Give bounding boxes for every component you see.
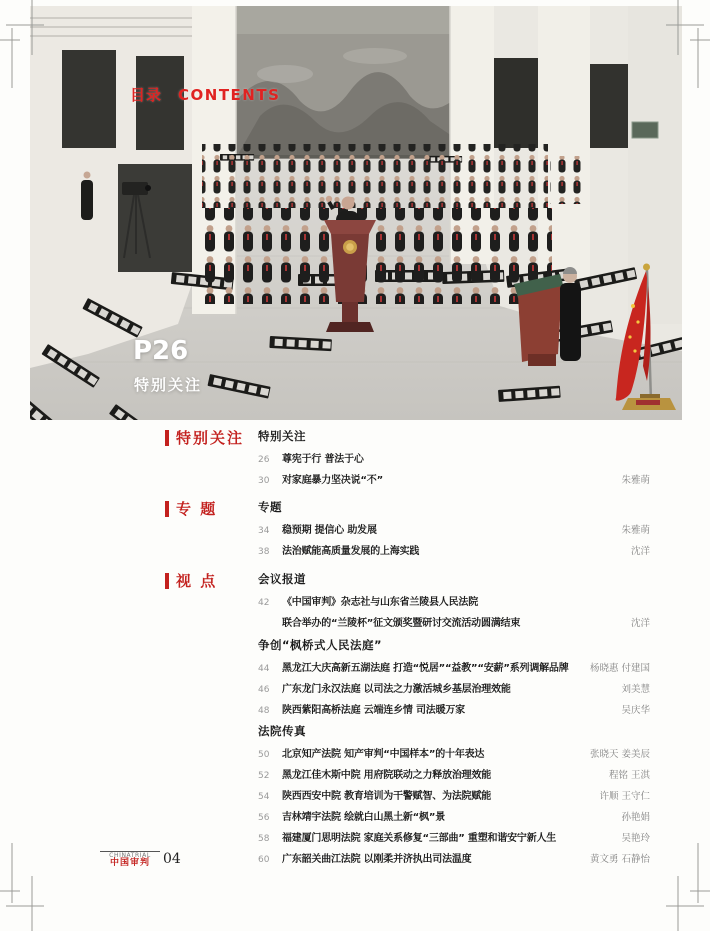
- toc-group-topic: [150, 497, 650, 562]
- toc-item: 30 对家庭暴力坚决说“不” 朱雅萌: [258, 475, 650, 486]
- folio-page-number: 04: [163, 851, 181, 867]
- toc-item: 38 法治赋能高质量发展的上海实践 沈洋: [258, 546, 650, 557]
- cover-photo: [30, 6, 682, 420]
- table-of-contents: [150, 426, 650, 877]
- side-label-topic: 专 题: [165, 498, 217, 519]
- crowd-of-judges: [196, 144, 584, 304]
- page-footer: [100, 851, 181, 868]
- toc-item: 48 陕西紫阳高桥法庭 云端连乡情 司法暖万家 吴庆华: [258, 705, 650, 716]
- toc-group-fengqiao: [150, 635, 650, 721]
- group-header: 法院传真: [258, 724, 306, 738]
- side-label-viewpoint: 视 点: [165, 570, 217, 591]
- toc-group-special-focus: [150, 426, 650, 491]
- mountain-mural: [236, 6, 452, 159]
- photo-page-ref: P26: [133, 336, 189, 366]
- side-label-special-focus: 特别关注: [165, 427, 244, 448]
- toc-item: 44 黑龙江大庆高新五湖法庭 打造“悦居”“益教”“安薪”系列调解品牌 杨晓惠 付建国: [258, 663, 650, 674]
- red-bar-icon: [165, 573, 169, 589]
- logo-zh: 中国审判: [109, 858, 150, 868]
- toc-group-viewpoint: [150, 569, 650, 634]
- toc-item: 50 北京知产法院 知产审判“中国样本”的十年表达 张晓天 姜美辰: [258, 749, 650, 760]
- logo-en: CHINATRIAL: [109, 852, 151, 859]
- toc-item: 26 尊宪于行 普法于心: [258, 454, 364, 465]
- presiding-judge: [514, 267, 581, 366]
- magazine-logo: [100, 851, 160, 868]
- group-header: 会议报道: [258, 572, 306, 586]
- group-header: 争创“枫桥式人民法庭”: [258, 638, 383, 652]
- toc-item: 56 吉林靖宇法院 绘就白山黑土新“枫”景 孙艳娟: [258, 812, 650, 823]
- photo-caption: 特别关注: [134, 376, 203, 394]
- toc-item: 42 《中国审判》杂志社与山东省兰陵县人民法院: [258, 597, 478, 608]
- toc-item: 60 广东韶关曲江法院 以刚柔并济执出司法温度 黄文勇 石静怡: [258, 854, 650, 865]
- toc-group-court-fax: [150, 721, 650, 870]
- toc-item-continuation: 联合举办的“兰陵杯”征文颁奖暨研讨交流活动圆满结束 沈洋: [282, 618, 650, 629]
- photo-scene: [30, 6, 682, 420]
- toc-item: 54 陕西西安中院 教育培训为干警赋智、为法院赋能 许顺 王守仁: [258, 791, 650, 802]
- group-header: 专题: [258, 500, 282, 514]
- toc-item: 52 黑龙江佳木斯中院 用府院联动之力释放治理效能 程铭 王淇: [258, 770, 650, 781]
- contents-title: [130, 84, 280, 105]
- contents-title-en: CONTENTS: [178, 86, 281, 104]
- red-bar-icon: [165, 501, 169, 517]
- contents-title-zh: 目录: [130, 86, 163, 104]
- red-bar-icon: [165, 430, 169, 446]
- toc-item: 46 广东龙门永汉法庭 以司法之力激活城乡基层治理效能 刘美慧: [258, 684, 650, 695]
- toc-item: 34 稳预期 提信心 助发展 朱雅萌: [258, 525, 650, 536]
- group-header: 特别关注: [258, 429, 306, 443]
- toc-item: 58 福建厦门思明法院 家庭关系修复“三部曲” 重塑和谐安宁新人生 吴艳玲: [258, 833, 650, 844]
